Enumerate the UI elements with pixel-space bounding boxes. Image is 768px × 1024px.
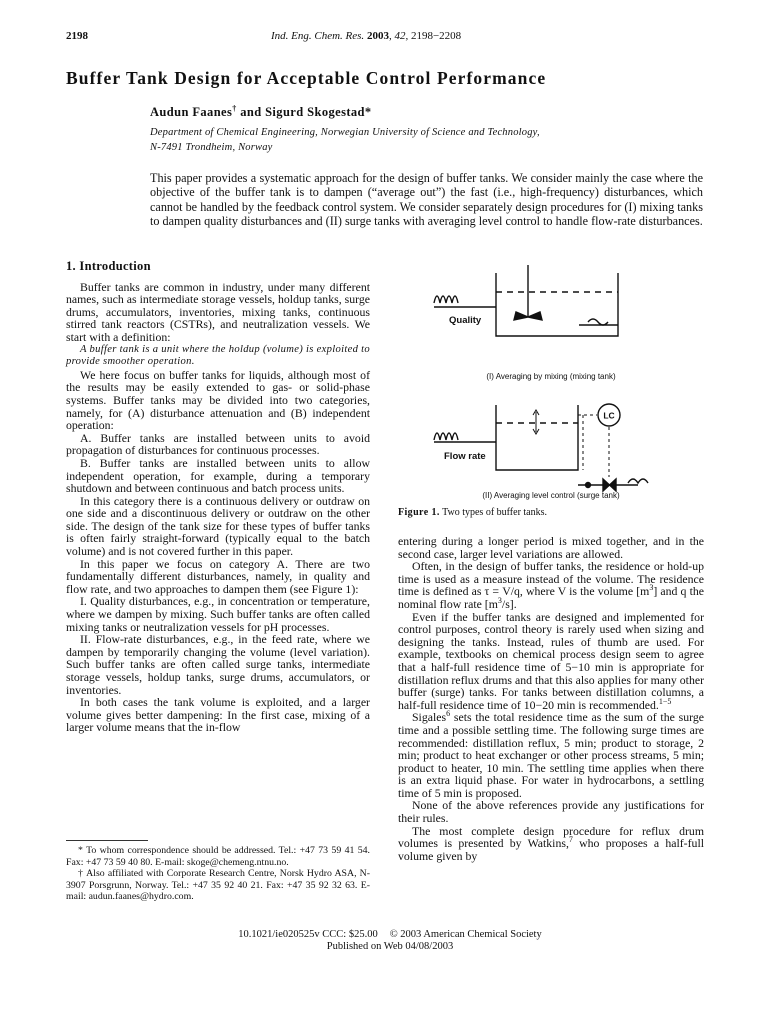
journal-volume: 42 (394, 30, 406, 42)
author-conjunction: and (236, 105, 266, 119)
affiliation-line-2: N-7491 Trondheim, Norway (150, 142, 273, 153)
outlet-wave-icon (628, 479, 648, 483)
affiliation-line-1: Department of Chemical Engineering, Norwegian University of Science and Technology, (150, 127, 540, 138)
paragraph: entering during a longer period is mixed together, and in the second case, larger level variations are allowed. (398, 534, 704, 561)
definition: A buffer tank is a unit where the holdup (volume) is exploited to provide smoother operation. (66, 343, 370, 368)
lc-label: LC (603, 410, 615, 421)
text-run: Even if the buffer tanks are designed and implemented for control purposes, control theory is rarely used when sizing and designing the tanks. Instead, rules of thumb are used. For example, textbooks on chemical process design seem to agree that a half-full residence time of 5−10 min is appropriate for distillation reflux drums and that this also applies for many other buffer (surge) tanks. For tanks between distillation columns, a half-full residence time of 10−20 min is recommended. (398, 609, 705, 712)
footnote-correspondence: * To whom correspondence should be addressed. Tel.: +47 73 59 41 54. Fax: +47 73 59 40 80. E-mail: skoge@chemeng.ntnu.no. (66, 845, 370, 868)
journal-citation: Ind. Eng. Chem. Res. 2003, 42, 2198−2208 (271, 30, 462, 42)
paragraph: Buffer tanks are common in industry, under many different names, such as intermediate storage vessels, holdup tanks, surge drums, accumulators, inventories, mixing tanks, continuous stirred tank reactors (CSTRs), and neutralization vessels. We start with a definition: (66, 279, 370, 344)
paragraph: None of the above references provide any justifications for their rules. (398, 798, 704, 826)
left-column (66, 260, 370, 734)
superscript: 3 (497, 596, 502, 606)
text-run: who proposes a half-full volume given by (398, 836, 704, 863)
text-run: Sigales (412, 710, 447, 725)
footer-line-1 (210, 929, 570, 941)
author-1-mark: † (232, 103, 237, 113)
text-run: ] and q the nominal flow rate [m (398, 584, 704, 611)
caption-surge-tank: (II) Averaging level control (surge tank) (482, 491, 620, 500)
figure-1-diagram (398, 265, 704, 505)
author-2: Sigurd Skogestad (265, 105, 365, 119)
publication-date: Published on Web 04/08/2003 (326, 941, 454, 952)
journal-year: 2003 (366, 30, 389, 42)
doi: 10.1021/ie020525v CCC: $25.00 (238, 929, 378, 940)
reference-marker: 1−5 (658, 696, 672, 706)
valve-icon (603, 479, 616, 491)
text-run: sets the total residence time as the sum of the surge time and a possible settling time. The following surge times are recommended: distillation reflux, 5 min; product to storage, 2 min; product to heat exchanger or other process streams, 5 min; product to heater, 10 min. The settling time applies when there is an extra liquid phase. For water in hydrocarbons, a settling time of 5 min is proposed. (398, 710, 704, 800)
author-line (150, 105, 372, 120)
flow-wave-icon (434, 433, 458, 440)
surge-tank-icon (496, 405, 578, 470)
text-run: The most complete design procedure for reflux drum volumes is presented by Watkins, (398, 823, 704, 851)
affiliation (150, 125, 670, 155)
paragraph: A. Buffer tanks are installed between units to avoid propagation of disturbances for continuous processes. (66, 430, 370, 458)
paragraph (398, 711, 704, 799)
reference-marker: 6 (446, 709, 451, 719)
mixing-tank-icon (496, 273, 618, 336)
footnote-rule (66, 840, 148, 841)
quality-label: Quality (449, 315, 482, 326)
paragraph: We here focus on buffer tanks for liquids, although most of the results may be easily extended to gas- or solid-phase systems. Buffer tanks may be divided into two categories, namely, for (A) disturbance attenuation and (B) independent operation: (66, 367, 370, 433)
page-footer (210, 929, 570, 953)
tap-point (586, 483, 591, 488)
footnote-affiliation: † Also affiliated with Corporate Research Centre, Norsk Hydro ASA, N-3907 Porsgrunn, Norway. Tel.: +47 35 92 40 21. Fax: +47 35 92 32 63. E-mail: audun.faanes@hydro.com. (66, 868, 370, 902)
figure-1 (398, 265, 704, 520)
paragraph (398, 825, 704, 863)
journal-name: Ind. Eng. Chem. Res. (271, 30, 365, 42)
paragraph: In both cases the tank volume is exploited, and a larger volume gives better dampening: In the first case, mixing of a larger volume means that the in-flow (66, 695, 370, 735)
figure-caption-label: Figure 1. (398, 507, 440, 518)
section-heading: 1. Introduction (66, 259, 151, 273)
abstract-text: This paper provides a systematic approach for the design of buffer tanks. We consider mainly the case where the objective of the buffer tank is to dampen (“average out”) the fast (i.e., high-frequency) disturbances, which cannot be handled by the feedback control system. We consider separately design procedures for (I) mixing tanks to dampen quality disturbances and (II) surge tanks with averaging level control to handle flow-rate disturbances. (150, 171, 703, 229)
surge-tank-diagram (434, 404, 648, 491)
footnotes (66, 845, 370, 903)
author-2-mark: * (364, 105, 372, 119)
page-number: 2198 (66, 30, 88, 42)
text-run: /s]. (501, 596, 517, 611)
superscript: 3 (649, 583, 654, 593)
paragraph: B. Buffer tanks are installed between units to allow independent operation, for example, during a temporary shutdown and between continuous and batch process units. (66, 455, 370, 496)
figure-caption-text: Two types of buffer tanks. (442, 507, 548, 518)
author-1: Audun Faanes (150, 105, 233, 119)
paragraph: I. Quality disturbances, e.g., in concentration or temperature, where we dampen by mixing. Such buffer tanks are often called mixing tanks or neutralization vessels for pH processes. (66, 594, 370, 634)
paragraph: II. Flow-rate disturbances, e.g., in the feed rate, where we dampen by temporarily changing the volume (level variation). Such buffer tanks are often called surge tanks, intermediate storage vessels, holdup tanks, surge drums, accumulators, or inventories. (66, 632, 370, 697)
quality-wave-icon (434, 296, 458, 303)
right-column (398, 535, 704, 862)
text-run: Often, in the design of buffer tanks, the residence or hold-up time is used as a measure instead of the volume. The residence time is defined as τ = V/q, where V is the volume [m (398, 559, 704, 599)
running-header (66, 30, 702, 46)
reference-marker: 7 (568, 835, 573, 845)
paragraph: In this paper we focus on category A. There are two fundamentally different disturbances, namely, in quality and flow rate, and two approaches to dampen them (see Figure 1): (66, 556, 370, 596)
paragraph (398, 611, 704, 712)
journal-pages: 2198−2208 (410, 30, 462, 42)
flow-rate-label: Flow rate (444, 451, 486, 462)
outlet-wave-icon (588, 319, 608, 325)
paper-title: Buffer Tank Design for Acceptable Control Performance (66, 68, 547, 88)
copyright: © 2003 American Chemical Society (389, 929, 542, 940)
figure-caption (398, 507, 547, 518)
abstract (150, 171, 703, 229)
caption-mixing-tank: (I) Averaging by mixing (mixing tank) (486, 372, 616, 381)
paragraph (398, 560, 704, 610)
paragraph: In this category there is a continuous delivery or outdraw on one side and a discontinuous delivery or outdraw on the other side. The design of the tank size for these types of buffer tanks is often fairly straight-forward (typically equal to the batch volume) and is not covered further in this paper. (66, 493, 370, 559)
